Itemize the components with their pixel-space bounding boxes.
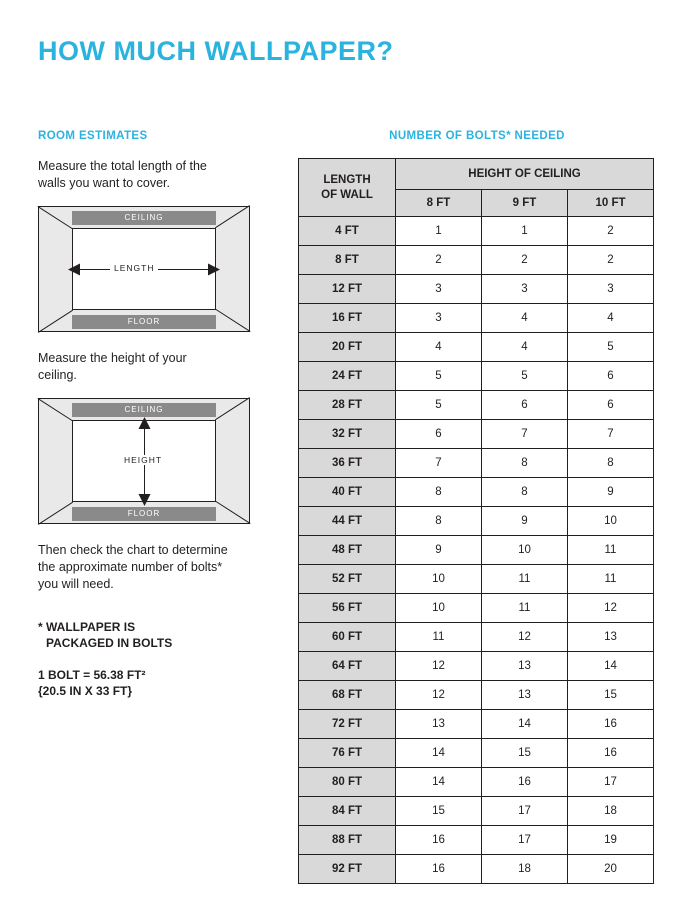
row-header-length: 16 FT: [299, 304, 396, 333]
bolts-cell: 8: [396, 507, 482, 536]
bolts-cell: 1: [482, 217, 568, 246]
arrow-head-down: [138, 492, 151, 506]
bolts-cell: 20: [568, 855, 654, 884]
bolts-cell: 7: [568, 420, 654, 449]
bolts-cell: 6: [568, 362, 654, 391]
row-header-length: 20 FT: [299, 333, 396, 362]
row-header-length: 12 FT: [299, 275, 396, 304]
bolts-cell: 6: [568, 391, 654, 420]
row-header-length: 52 FT: [299, 565, 396, 594]
bolts-cell: 4: [568, 304, 654, 333]
bolts-cell: 1: [396, 217, 482, 246]
bolts-cell: 11: [568, 536, 654, 565]
bolts-cell: 17: [568, 768, 654, 797]
bolts-cell: 6: [482, 391, 568, 420]
bolts-cell: 11: [482, 594, 568, 623]
bolts-cell: 11: [396, 623, 482, 652]
bolts-cell: 7: [396, 449, 482, 478]
bolts-cell: 9: [482, 507, 568, 536]
bolts-cell: 2: [568, 246, 654, 275]
row-header-length: 48 FT: [299, 536, 396, 565]
bolts-cell: 5: [482, 362, 568, 391]
bolts-cell: 5: [396, 391, 482, 420]
table-row: [299, 652, 654, 681]
column-header-10ft: 10 FT: [568, 190, 654, 217]
arrow-head-left: [68, 263, 82, 276]
bolts-cell: 16: [568, 739, 654, 768]
row-header-length: 72 FT: [299, 710, 396, 739]
row-header-length: 80 FT: [299, 768, 396, 797]
height-label: HEIGHT: [120, 455, 166, 465]
table-row: [299, 623, 654, 652]
column-header-9ft: 9 FT: [482, 190, 568, 217]
length-of-wall-header: [299, 159, 396, 217]
step-1-text: Measure the total length of the walls you want to cover.: [38, 159, 207, 190]
bolts-cell: 12: [396, 652, 482, 681]
bolt-size-note: [38, 667, 268, 699]
table-header-row-1: [299, 159, 654, 190]
table-heading: NUMBER OF BOLTS* NEEDED: [389, 130, 565, 142]
bolts-cell: 16: [396, 826, 482, 855]
length-of-wall-line-1: LENGTH: [323, 173, 371, 186]
bolts-cell: 15: [568, 681, 654, 710]
row-header-length: 76 FT: [299, 739, 396, 768]
tick-left: [72, 256, 73, 282]
bolts-cell: 2: [568, 217, 654, 246]
bolts-cell: 11: [568, 565, 654, 594]
bolts-cell: 16: [396, 855, 482, 884]
bolts-cell: 10: [482, 536, 568, 565]
bolts-cell: 14: [482, 710, 568, 739]
table-row: [299, 681, 654, 710]
bolts-cell: 12: [396, 681, 482, 710]
table-row: [299, 536, 654, 565]
table-body: [299, 217, 654, 884]
row-header-length: 8 FT: [299, 246, 396, 275]
bolts-cell: 11: [482, 565, 568, 594]
table-row: [299, 594, 654, 623]
bolts-cell: 12: [482, 623, 568, 652]
table-row: [299, 768, 654, 797]
bolts-cell: 13: [482, 681, 568, 710]
row-header-length: 24 FT: [299, 362, 396, 391]
bolts-cell: 3: [396, 304, 482, 333]
bolts-cell: 5: [396, 362, 482, 391]
arrow-head-right: [206, 263, 220, 276]
bolts-cell: 8: [482, 449, 568, 478]
table-row: [299, 478, 654, 507]
bolts-cell: 15: [396, 797, 482, 826]
table-row: [299, 333, 654, 362]
tick-right: [215, 256, 216, 282]
length-label: LENGTH: [110, 263, 158, 273]
bolts-cell: 7: [482, 420, 568, 449]
wallpaper-note-line-1: * WALLPAPER IS: [38, 620, 136, 634]
row-header-length: 64 FT: [299, 652, 396, 681]
table-row: [299, 507, 654, 536]
bolts-cell: 8: [396, 478, 482, 507]
row-header-length: 92 FT: [299, 855, 396, 884]
table-row: [299, 449, 654, 478]
row-header-length: 36 FT: [299, 449, 396, 478]
bolts-cell: 13: [482, 652, 568, 681]
page-title: HOW MUCH WALLPAPER?: [38, 36, 394, 66]
bolts-cell: 8: [482, 478, 568, 507]
table-row: [299, 304, 654, 333]
bolts-cell: 14: [568, 652, 654, 681]
step-2-text: Measure the height of your ceiling.: [38, 351, 187, 382]
floor-band-label-2: FLOOR: [72, 507, 216, 521]
bolts-cell: 16: [482, 768, 568, 797]
bolts-cell: 18: [482, 855, 568, 884]
bolts-cell: 6: [396, 420, 482, 449]
table-row: [299, 565, 654, 594]
column-header-8ft: 8 FT: [396, 190, 482, 217]
row-header-length: 68 FT: [299, 681, 396, 710]
bolts-cell: 2: [396, 246, 482, 275]
bolts-cell: 4: [396, 333, 482, 362]
bolts-cell: 9: [396, 536, 482, 565]
section-heading: ROOM ESTIMATES: [38, 130, 148, 142]
bolts-cell: 10: [396, 565, 482, 594]
table-row: [299, 246, 654, 275]
bolts-cell: 17: [482, 826, 568, 855]
row-header-length: 88 FT: [299, 826, 396, 855]
bolts-table: [298, 158, 654, 884]
bolts-cell: 9: [568, 478, 654, 507]
table-header: [299, 159, 654, 217]
row-header-length: 56 FT: [299, 594, 396, 623]
room-diagram-length: [38, 206, 252, 334]
bolts-cell: 13: [396, 710, 482, 739]
room-diagram-height: [38, 398, 252, 526]
table-row: [299, 826, 654, 855]
bolts-cell: 16: [568, 710, 654, 739]
bolts-cell: 4: [482, 333, 568, 362]
room-estimates-section: [38, 130, 268, 699]
row-header-length: 28 FT: [299, 391, 396, 420]
table-row: [299, 391, 654, 420]
row-header-length: 32 FT: [299, 420, 396, 449]
row-header-length: 44 FT: [299, 507, 396, 536]
table-row: [299, 275, 654, 304]
bolts-cell: 12: [568, 594, 654, 623]
row-header-length: 4 FT: [299, 217, 396, 246]
bolts-cell: 19: [568, 826, 654, 855]
wallpaper-note-line-2: PACKAGED IN BOLTS: [46, 636, 173, 650]
bolts-cell: 15: [482, 739, 568, 768]
table-row: [299, 710, 654, 739]
bolts-cell: 5: [568, 333, 654, 362]
table-row: [299, 362, 654, 391]
bolts-cell: 2: [482, 246, 568, 275]
table-row: [299, 855, 654, 884]
bolts-cell: 10: [568, 507, 654, 536]
bolts-cell: 4: [482, 304, 568, 333]
bolts-cell: 14: [396, 739, 482, 768]
bolts-cell: 8: [568, 449, 654, 478]
step-3-text: Then check the chart to determine the approximate number of bolts* you will need.: [38, 543, 228, 591]
ceiling-band-label: CEILING: [72, 211, 216, 225]
table-row: [299, 420, 654, 449]
bolts-cell: 10: [396, 594, 482, 623]
height-of-ceiling-header: HEIGHT OF CEILING: [396, 159, 654, 190]
bolts-cell: 3: [568, 275, 654, 304]
bolt-size-line-2: {20.5 IN X 33 FT}: [38, 684, 133, 698]
length-of-wall-line-2: OF WALL: [321, 188, 373, 201]
bolts-cell: 17: [482, 797, 568, 826]
arrow-head-up: [138, 417, 151, 431]
table-row: [299, 739, 654, 768]
bolt-size-line-1: 1 BOLT = 56.38 FT²: [38, 668, 146, 682]
table-row: [299, 797, 654, 826]
bolts-cell: 3: [482, 275, 568, 304]
floor-band-label: FLOOR: [72, 315, 216, 329]
row-header-length: 60 FT: [299, 623, 396, 652]
bolts-cell: 14: [396, 768, 482, 797]
wallpaper-note: [38, 619, 268, 651]
bolts-cell: 13: [568, 623, 654, 652]
bolts-cell: 3: [396, 275, 482, 304]
ceiling-band-label-2: CEILING: [72, 403, 216, 417]
row-header-length: 84 FT: [299, 797, 396, 826]
bolts-cell: 18: [568, 797, 654, 826]
table-row: [299, 217, 654, 246]
bolts-table-section: [298, 130, 656, 884]
row-header-length: 40 FT: [299, 478, 396, 507]
